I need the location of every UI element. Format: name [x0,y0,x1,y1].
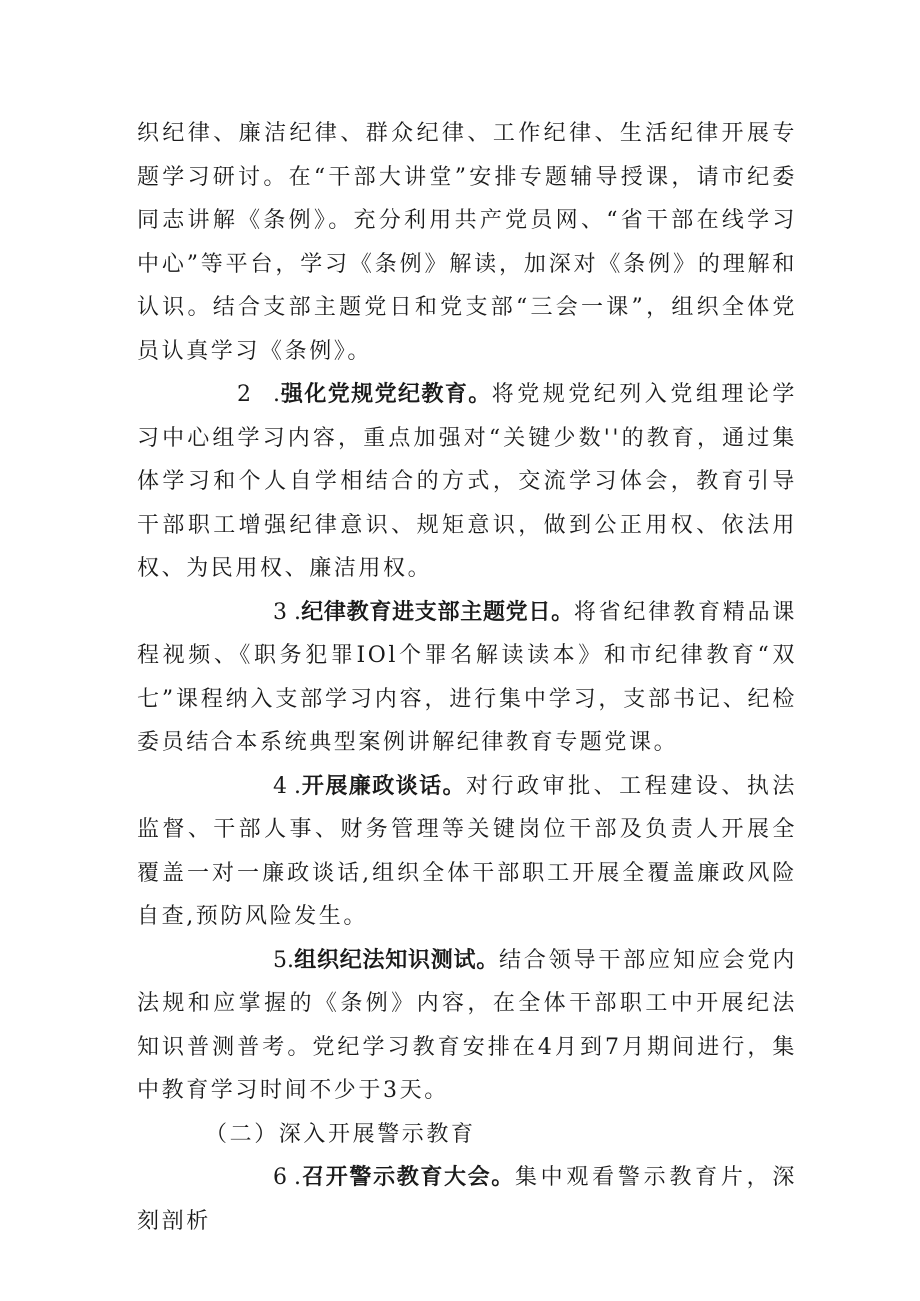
item-number: 2 . [237,382,280,407]
item-lead-heading: 纪律教育进支部主题党日。 [300,599,574,625]
paragraph-text: 对行政审批、工程建设、执法监督、干部人事、财务管理等关键岗位干部及负责人开展全覆盖一对一廉政谈话,组织全体干部职工开展全覆盖廉政风险自查,预防风险发生。 [137,773,797,929]
item-lead-heading: 强化党规党纪教育。 [280,382,492,407]
paragraph-item-5 [137,939,797,1113]
item-number: 4 . [273,773,301,799]
section-heading: （二）深入开展警示教育 [205,1121,476,1147]
item-lead-heading: 组织纪法知识测试。 [294,947,500,973]
item-number: 3 . [273,599,301,625]
paragraph-text: 织纪律、廉洁纪律、群众纪律、工作纪律、生活纪律开展专题学习研讨。在“干部大讲堂”安排专题辅导授课，请市纪委同志讲解《条例》。充分利用共产党员网、“省干部在线学习中心”等平台，学习《条例》解读，加深对《条例》的理解和认识。结合支部主题党日和党支部“三会一课”，组织全体党员认真学习《条例》。 [137,121,797,364]
item-lead-heading: 召开警示教育大会。 [300,1165,515,1190]
paragraph-item-4 [137,765,797,939]
item-number: 5. [273,947,294,973]
paragraph-text: 结合领导干部应知应会党内法规和应掌握的《条例》内容，在全体干部职工中开展纪法知识普测普考。党纪学习教育安排在4月到7月期间进行，集中教育学习时间不少于3天。 [137,947,797,1103]
paragraph-item-2 [137,373,797,591]
paragraph-item-3 [137,591,797,765]
paragraph-text: 将党规党纪列入党组理论学习中心组学习内容，重点加强对“关键少数''的教育，通过集体学习和个人自学相结合的方式，交流学习体会，教育引导干部职工增强纪律意识、规矩意识，做到公正用权、依法用权、为民用权、廉洁用权。 [137,382,797,581]
paragraph-text: 集中观看警示教育片，深刻剖析 [137,1165,797,1234]
item-number: 6 . [273,1165,301,1190]
paragraph-text: 将省纪律教育精品课程视频、《职务犯罪IOl个罪名解读读本》和市纪律教育“双七”课程纳入支部学习内容，进行集中学习，支部书记、纪检委员结合本系统典型案例讲解纪律教育专题党课。 [137,599,797,755]
item-lead-heading: 开展廉政谈话。 [300,773,466,799]
paragraph-continuation [137,112,797,373]
document-page [137,112,797,1243]
paragraph-item-6 [137,1156,797,1243]
